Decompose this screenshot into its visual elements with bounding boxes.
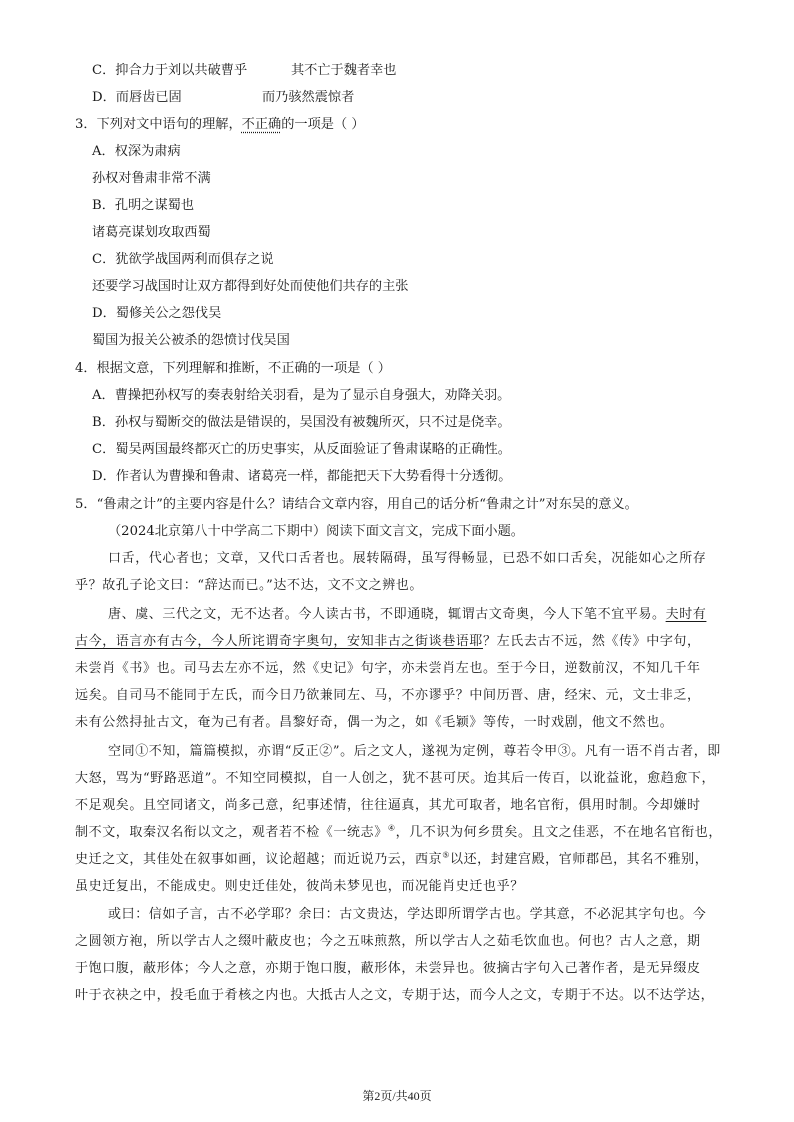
footnote-marker-5: ⑤ bbox=[442, 850, 450, 860]
q4-option-d: D．作者认为曹操和鲁肃、诸葛亮一样，都能把天下大势看得十分透彻。 bbox=[92, 469, 512, 484]
passage-p2-line2-text: ？左氏去古不远，然《传》中字句， bbox=[483, 634, 701, 649]
passage-p3-line3: 不足观矣。且空同诸文，尚多己意，纪事述情，往往逼真，其尤可取者，地名官衔，俱用时制。今却嫌时 bbox=[75, 798, 701, 813]
passage-p2-line3: 未尝肖《书》也。司马去左亦不远，然《史记》句字，亦未尝肖左也。至于今日，逆数前汉，不知几千年 bbox=[75, 661, 701, 676]
q4-stem: 4．根据文意，下列理解和推断，不正确的一项是（ ） bbox=[75, 361, 391, 376]
q3-stem-emphasis: 不正确 bbox=[241, 117, 282, 132]
page-number-footer: 第2页/共40页 bbox=[362, 1089, 432, 1103]
q4-option-b: B．孙权与蜀断交的做法是错误的，吴国没有被魏所灭，只不过是侥幸。 bbox=[92, 415, 511, 430]
q4-option-a: A．曹操把孙权写的奏表射给关羽看，是为了显示自身强大，劝降关羽。 bbox=[92, 388, 511, 403]
q3-option-b: B．孔明之谋蜀也 bbox=[92, 198, 195, 213]
q3-option-d-explanation: 蜀国为报关公被杀的怨愤讨伐吴国 bbox=[92, 333, 290, 348]
q3-option-d: D．蜀修关公之怨伐吴 bbox=[92, 306, 222, 321]
q4-option-c: C．蜀吴两国最终都灭亡的历史事实，从反面验证了鲁肃谋略的正确性。 bbox=[92, 442, 511, 457]
passage-p3-line5-text-b: 以还，封建宫殿，官师郡邑，其名不雅别， bbox=[449, 852, 709, 867]
q2-option-d-label: D．而唇齿已固 bbox=[92, 90, 182, 105]
passage-p1-line2: 乎？故孔子论文曰：“辞达而已。”达不达，文不文之辨也。 bbox=[75, 578, 423, 593]
passage-p2-line1-text: 唐、虞、三代之文，无不达者。今人读古书，不即通晓，辄谓古文奇奥，今人下笔不宜平易。 bbox=[108, 607, 666, 622]
passage-p3-line4-text-b: ，几不识为何乡贯矣。且文之佳恶，不在地名官衔也， bbox=[395, 825, 722, 840]
passage-p2-line1 bbox=[108, 606, 706, 624]
passage-p3-line6: 虽史迁复出，不能成史。则史迁佳处，彼尚未梦见也，而况能肖史迁也乎？ bbox=[75, 879, 524, 894]
q3-option-a: A．权深为肃病 bbox=[92, 144, 181, 159]
q2-option-d-right bbox=[262, 89, 354, 107]
passage-p3-line4-text-a: 制不文，取秦汉名衔以文之，观者若不检《一统志》 bbox=[75, 825, 388, 840]
passage-intro: （2024北京第八十中学高二下期中）阅读下面文言文，完成下面小题。 bbox=[108, 524, 524, 539]
q2-option-d-right-text: 而乃骇然震惊者 bbox=[262, 90, 355, 105]
q3-option-b-explanation: 诸葛亮谋划攻取西蜀 bbox=[92, 225, 211, 240]
q2-option-c-label: C．抑合力于刘以共破曹乎 bbox=[92, 63, 248, 78]
passage-p4-line3: 于饱口腹，蔽形体；今人之意，亦期于饱口腹，蔽形体，未尝异也。彼摘古字句入己著作者，是无异缀皮 bbox=[75, 961, 701, 976]
passage-p2-line4: 远矣。自司马不能同于左氏，而今日乃欲兼同左、马，不亦谬乎？中间历晋、唐，经宋、元，文士非乏， bbox=[75, 688, 701, 703]
passage-p4-line1: 或曰：信如子言，古不必学耶？余曰：古文贵达，学达即所谓学古也。学其意，不必泥其字句也。今 bbox=[108, 907, 707, 922]
passage-underlined-sentence: 古今，语言亦有古今，今人所诧谓奇字奥句，安知非古之街谈巷语耶 bbox=[75, 634, 484, 649]
q2-option-c-right bbox=[291, 62, 397, 80]
q5-stem: 5．“鲁肃之计”的主要内容是什么？请结合文章内容，用自己的话分析“鲁肃之计”对东吴的意义。 bbox=[75, 497, 638, 512]
passage-underlined-sentence-start: 夫时有 bbox=[665, 607, 707, 622]
q3-stem-pre: 3．下列对文中语句的理解， bbox=[75, 117, 242, 132]
passage-p3-line5 bbox=[75, 851, 708, 869]
q3-option-c-explanation: 还要学习战国时让双方都得到好处而使他们共存的主张 bbox=[92, 279, 409, 294]
passage-p3-line1: 空同①不知，篇篇模拟，亦谓“反正②”。后之文人，遂视为定例，尊若令甲③。凡有一语不肖古者，即 bbox=[108, 744, 721, 759]
q2-option-c bbox=[92, 62, 247, 80]
q3-stem-post: 的一项是（ ） bbox=[281, 117, 365, 132]
passage-p3-line5-text-a: 史迁之文，其佳处在叙事如画，议论超越；而近说乃云，西京 bbox=[75, 852, 443, 867]
passage-p1-line1: 口舌，代心者也；文章，又代口舌者也。展转隔碍，虽写得畅显，已恐不如口舌矣，况能如心之所存 bbox=[108, 551, 707, 566]
passage-p3-line4 bbox=[75, 824, 722, 842]
footnote-marker-4: ④ bbox=[387, 823, 396, 833]
q3-stem bbox=[75, 116, 365, 134]
passage-p3-line2: 大怒，骂为“野路恶道”。不知空同模拟，自一人创之，犹不甚可厌。迨其后一传百，以讹益讹，愈趋愈下， bbox=[75, 771, 716, 786]
q3-option-c: C．犹欲学战国两利而俱存之说 bbox=[92, 252, 274, 267]
passage-p2-line5: 未有公然挦扯古文，奄为己有者。昌黎好奇，偶一为之，如《毛颖》等传，一时戏剧，他文不然也。 bbox=[75, 715, 674, 730]
passage-p4-line4: 叶于衣袂之中，投毛血于肴核之内也。大抵古人之文，专期于达，而今人之文，专期于不达。以不达学达， bbox=[75, 988, 715, 1003]
passage-p2-line2 bbox=[75, 633, 701, 651]
q2-option-d bbox=[92, 89, 182, 107]
q2-option-c-right-text: 其不亡于魏者幸也 bbox=[291, 63, 397, 78]
q3-option-a-explanation: 孙权对鲁肃非常不满 bbox=[92, 171, 211, 186]
passage-p4-line2: 之圆领方袍，所以学古人之缀叶蔽皮也；今之五味煎熬，所以学古人之茹毛饮血也。何也？古人之意，期 bbox=[75, 934, 701, 949]
